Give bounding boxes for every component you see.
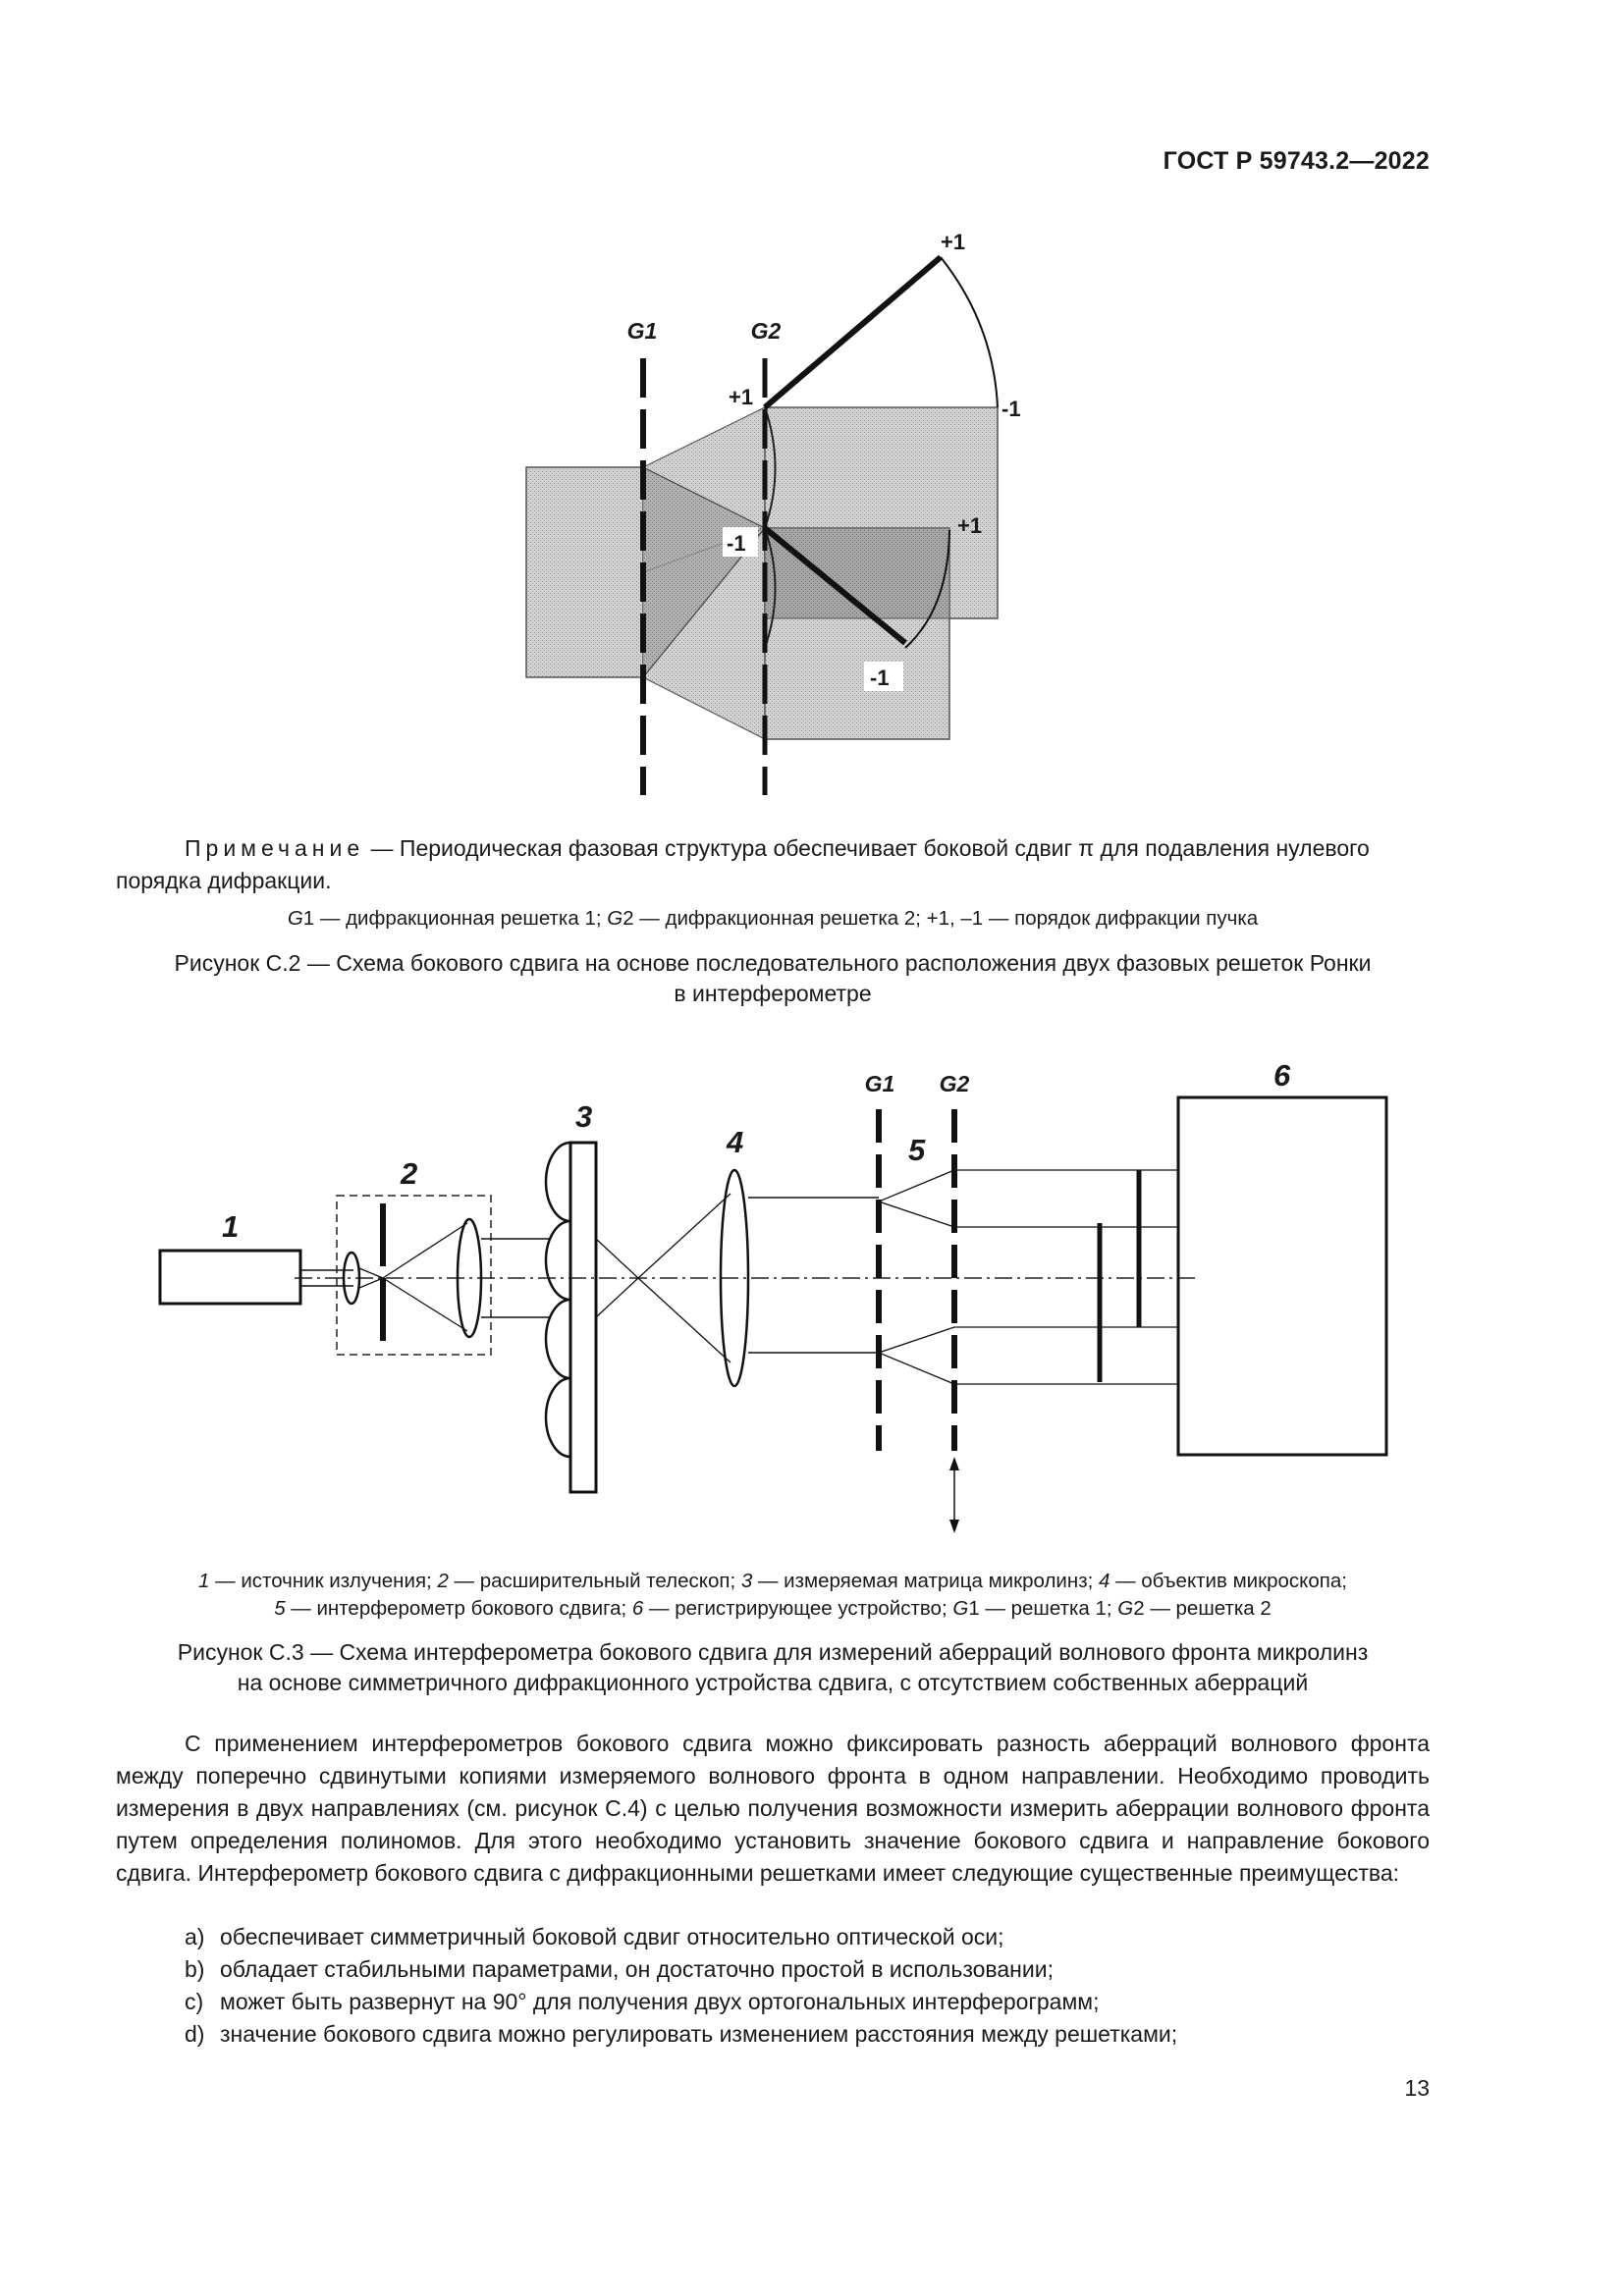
list-marker: a) [185, 1924, 205, 1949]
legend-symbol: 3 [740, 1570, 753, 1592]
label-order-minus-bottom: -1 [870, 666, 890, 690]
label-order-plus-g2: +1 [729, 385, 754, 409]
legend-text: 2 — решетка 2 [1133, 1597, 1272, 1620]
label-3: 3 [575, 1099, 593, 1134]
legend-text: — расширительный телескоп; [448, 1570, 741, 1592]
list-marker: d) [185, 2021, 205, 2047]
legend-g2-text: 2 — дифракционная решетка 2; +1, –1 — порядок дифракции пучка [623, 907, 1259, 930]
note-head: Примечание [185, 835, 365, 861]
caption-c3-line1: Рисунок С.3 — Схема интерферометра бокового сдвига для измерений аберраций волнового фронта микролинз [177, 1639, 1369, 1665]
label-order-minus-mid: -1 [727, 531, 746, 556]
legend-symbol: G [1117, 1597, 1134, 1620]
label-g2-c3: G2 [939, 1071, 970, 1096]
legend-symbol: G [952, 1597, 969, 1620]
figure-c3-diagram [0, 1041, 1624, 1551]
legend-symbol: 6 [631, 1597, 644, 1620]
note-text: — Периодическая фазовая структура обеспечивает боковой сдвиг π для подавления нулевого порядка дифракции. [116, 835, 1370, 893]
label-order-minus-top: -1 [1001, 397, 1021, 421]
legend-g1-text: 1 — дифракционная решетка 1; [302, 907, 608, 930]
label-g1-c3: G1 [864, 1071, 895, 1096]
microlens-array-substrate [570, 1143, 596, 1492]
legend-text: — измеряемая матрица микролинз; [752, 1570, 1099, 1592]
ray-plus-one-top [765, 257, 941, 407]
legend-text: 1 — решетка 1; [968, 1597, 1118, 1620]
figure-c2-diagram [0, 0, 1624, 825]
figure-c2-legend [116, 905, 1430, 933]
figure-c3-caption [116, 1637, 1430, 1698]
legend-c3-line2 [116, 1595, 1430, 1623]
legend-g1-symbol: G [287, 907, 303, 930]
list-text: обеспечивает симметричный боковой сдвиг относительно оптической оси; [220, 1924, 1004, 1949]
list-marker: c) [185, 1989, 204, 2014]
list-item [185, 1986, 1430, 2018]
label-6: 6 [1273, 1058, 1291, 1093]
caption-c2-line1: Рисунок С.2 — Схема бокового сдвига на основе последовательного расположения двух фазовых решеток Ронки [174, 950, 1372, 976]
advantages-list [185, 1921, 1430, 2051]
list-marker: b) [185, 1956, 205, 1982]
list-item [185, 1953, 1430, 1986]
legend-text: — источник излучения; [209, 1570, 438, 1592]
legend-symbol: 5 [274, 1597, 286, 1620]
list-item [185, 1921, 1430, 1953]
legend-text: — интерферометр бокового сдвига; [285, 1597, 632, 1620]
label-2: 2 [401, 1156, 418, 1191]
figure-c2-caption [116, 948, 1430, 1009]
body-paragraph-text: С применением интерферометров бокового сдвига можно фиксировать разность аберраций волнового фронта между поперечно сдвинутыми копиями измеряемого волнового фронта в одном направлении. Необходимо проводить измерения в двух направлениях (см. рисунок С.4) с целью получения возможности измерить аберрации волнового фронта путем определения полиномов. Для этого необходимо установить значение бокового сдвига и направление бокового сдвига. Интерферометр бокового сдвига с дифракционными решетками имеет следующие существенные преимущества: [116, 1731, 1430, 1886]
microlens-array-lenslets [546, 1143, 570, 1457]
label-g2: G2 [750, 318, 782, 344]
label-order-plus-top: +1 [941, 230, 966, 254]
legend-text: — регистрирующее устройство; [643, 1597, 953, 1620]
caption-c2-line2: в интерферометре [674, 981, 872, 1006]
list-text: может быть развернут на 90° для получения двух ортогональных интерферограмм; [220, 1989, 1100, 2014]
label-4: 4 [727, 1125, 744, 1159]
legend-symbol: 4 [1098, 1570, 1110, 1592]
label-g1: G1 [626, 318, 658, 344]
recording-device [1178, 1097, 1386, 1455]
legend-text: — объектив микроскопа; [1110, 1570, 1347, 1592]
figure-c3-legend [116, 1568, 1430, 1623]
body-paragraph [116, 1728, 1430, 1890]
list-text: значение бокового сдвига можно регулировать изменением расстояния между решетками; [220, 2021, 1178, 2047]
list-text: обладает стабильными параметрами, он достаточно простой в использовании; [220, 1956, 1054, 1982]
radiation-source [160, 1251, 300, 1304]
input-beam-region [526, 467, 643, 677]
label-5: 5 [908, 1133, 926, 1167]
caption-c3-line2: на основе симметричного дифракционного устройства сдвига, с отсутствием собственных аберраций [237, 1670, 1309, 1695]
page-number: 13 [1404, 2075, 1430, 2101]
figure-c2-note [116, 832, 1430, 897]
label-1: 1 [222, 1209, 240, 1244]
list-item [185, 2018, 1430, 2051]
legend-symbol: 2 [437, 1570, 449, 1592]
legend-c3-line1 [116, 1568, 1430, 1595]
legend-symbol: 1 [198, 1570, 210, 1592]
page-header-standard-code: ГОСТ Р 59743.2—2022 [1163, 147, 1430, 175]
label-order-plus-mid: +1 [957, 513, 983, 538]
legend-g2-symbol: G [607, 907, 623, 930]
